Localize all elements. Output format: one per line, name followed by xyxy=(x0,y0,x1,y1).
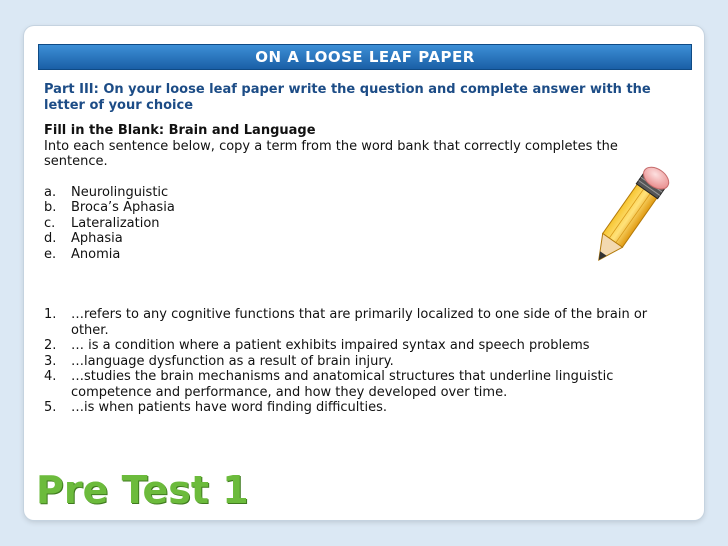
question-list xyxy=(44,307,684,416)
item-marker: 3. xyxy=(44,353,57,369)
item-text: …language dysfunction as a result of brain injury. xyxy=(71,353,394,369)
item-text: …studies the brain mechanisms and anatomical structures that underline linguistic competence and performance, and how they developed over time. xyxy=(71,369,614,400)
slide xyxy=(24,26,704,520)
item-marker: c. xyxy=(44,215,56,231)
pre-test-title: Pre Test 1 xyxy=(36,468,249,512)
question-item xyxy=(44,338,684,354)
pencil-icon xyxy=(564,164,684,284)
item-text: Broca’s Aphasia xyxy=(71,200,175,215)
item-marker: a. xyxy=(44,184,57,200)
part-instruction: Part III: On your loose leaf paper write the question and complete answer with the letter of your choice xyxy=(44,82,651,113)
item-marker: 2. xyxy=(44,338,57,353)
item-text: Lateralization xyxy=(71,215,160,231)
item-marker: 5. xyxy=(44,400,57,415)
slide-header: ON A LOOSE LEAF PAPER xyxy=(38,44,692,70)
item-text: … is a condition where a patient exhibits impaired syntax and speech problems xyxy=(71,338,590,353)
item-marker: d. xyxy=(44,231,57,246)
fill-in-description: Into each sentence below, copy a term from the word bank that correctly completes the sentence. xyxy=(44,138,618,169)
question-item xyxy=(44,354,684,370)
item-text: …is when patients have word finding difficulties. xyxy=(71,400,387,415)
question-item xyxy=(44,400,684,416)
question-item xyxy=(44,369,684,400)
item-text: …refers to any cognitive functions that are primarily localized to one side of the brain or other. xyxy=(71,307,648,338)
item-text: Aphasia xyxy=(71,231,123,246)
item-marker: b. xyxy=(44,200,57,215)
item-text: Anomia xyxy=(71,246,121,262)
item-marker: 4. xyxy=(44,369,57,384)
question-item xyxy=(44,307,684,338)
item-marker: 1. xyxy=(44,307,57,322)
fill-in-title: Fill in the Blank: Brain and Language xyxy=(44,123,316,138)
item-text: Neurolinguistic xyxy=(71,184,169,200)
item-marker: e. xyxy=(44,246,57,262)
